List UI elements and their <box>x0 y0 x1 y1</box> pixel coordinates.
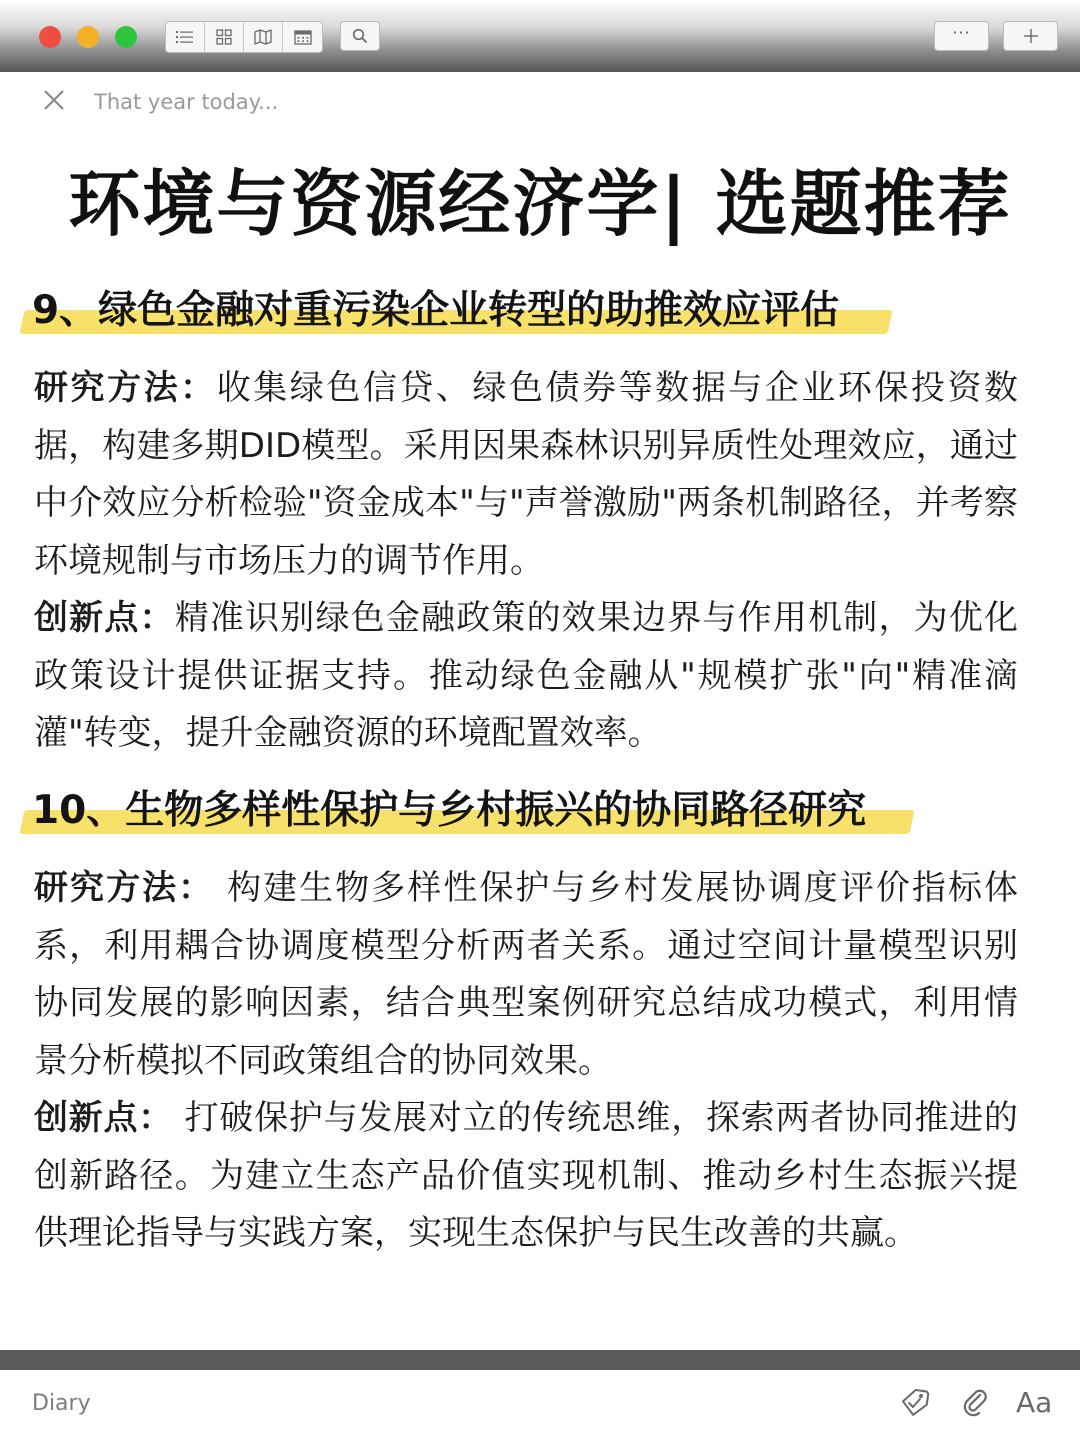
section-heading-text: 9、绿色金融对重污染企业转型的助推效应评估 <box>32 288 840 333</box>
list-icon <box>175 29 195 45</box>
map-view-button[interactable] <box>244 22 283 52</box>
innovation-label: 创新点： <box>34 1098 174 1138</box>
list-view-button[interactable] <box>166 22 205 52</box>
font-settings-button[interactable]: Aa <box>1016 1386 1053 1419</box>
search-icon <box>351 27 369 45</box>
calendar-icon <box>293 28 313 46</box>
window-titlebar <box>0 0 1080 72</box>
search-button[interactable] <box>340 21 380 51</box>
paperclip-icon[interactable] <box>961 1387 991 1417</box>
section-heading-9 <box>22 284 839 338</box>
grid-icon <box>215 28 233 46</box>
add-entry-button[interactable] <box>1003 21 1058 51</box>
research-method-label: 研究方法： <box>34 868 215 908</box>
window-minimize-button[interactable] <box>77 26 99 48</box>
close-icon[interactable] <box>42 88 66 112</box>
more-button[interactable] <box>934 21 989 51</box>
section-heading-10 <box>22 784 866 838</box>
research-method-paragraph <box>34 860 1018 1090</box>
entry-title-input[interactable]: That year today... <box>94 90 279 114</box>
tag-icon[interactable] <box>900 1387 930 1417</box>
footer-divider <box>0 1350 1080 1370</box>
research-method-text: 构建生物多样性保护与乡村发展协调度评价指标体系，利用耦合协调度模型分析两者关系。通过空间计量模型识别协同发展的影响因素，结合典型案例研究总结成功模式，利用情景分析模拟不同政策组合的协同效果。 <box>34 868 1019 1081</box>
section-heading-text: 10、生物多样性保护与乡村振兴的协同路径研究 <box>32 788 867 833</box>
grid-view-button[interactable] <box>205 22 244 52</box>
map-icon <box>253 28 273 46</box>
page-title: 环境与资源经济学| 选题推荐 <box>68 162 1012 246</box>
innovation-text: 打破保护与发展对立的传统思维，探索两者协同推进的创新路径。为建立生态产品价值实现机制、推动乡村生态振兴提供理论指导与实践方案，实现生态保护与民生改善的共赢。 <box>34 1098 1018 1253</box>
journal-selector[interactable]: Diary <box>32 1391 91 1416</box>
research-method-paragraph <box>34 360 1018 590</box>
innovation-label: 创新点： <box>34 598 175 638</box>
innovation-paragraph <box>34 1090 1018 1263</box>
view-switcher <box>165 21 323 53</box>
window-close-button[interactable] <box>39 26 61 48</box>
calendar-view-button[interactable] <box>283 22 322 52</box>
more-icon: ··· <box>952 23 971 42</box>
research-method-label: 研究方法： <box>34 368 217 408</box>
plus-icon <box>1022 27 1040 45</box>
window-zoom-button[interactable] <box>115 26 137 48</box>
research-method-text: 收集绿色信贷、绿色债券等数据与企业环保投资数据，构建多期DID模型。采用因果森林识别异质性处理效应，通过中介效应分析检验"资金成本"与"声誉激励"两条机制路径，并考察环境规制与市场压力的调节作用。 <box>34 368 1019 581</box>
innovation-paragraph <box>34 590 1018 763</box>
innovation-text: 精准识别绿色金融政策的效果边界与作用机制，为优化政策设计提供证据支持。推动绿色金融从"规模扩张"向"精准滴灌"转变，提升金融资源的环境配置效率。 <box>34 598 1019 753</box>
